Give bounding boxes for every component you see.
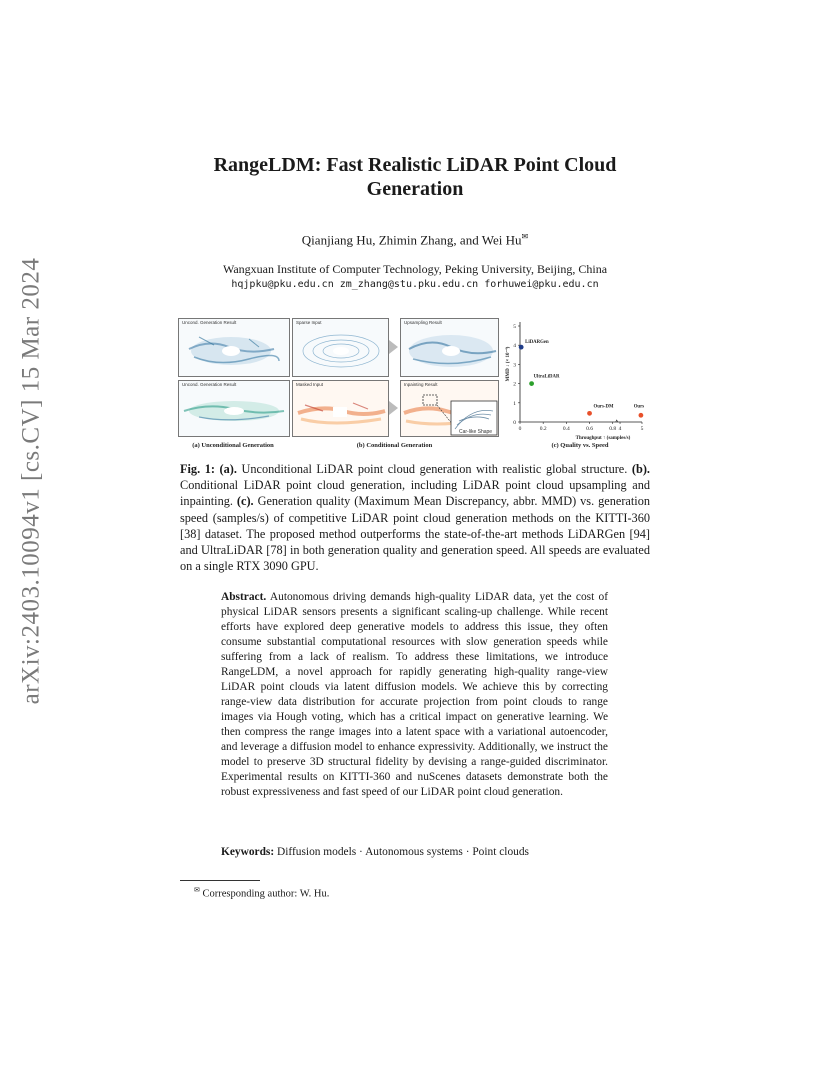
caption-c-text: Generation quality (Maximum Mean Discrepancy, abbr. MMD) vs. generation speed (samples/s) of competitive LiDAR point cloud generation methods on the KITTI-360 [38] dataset. The proposed method outperforms the state-of-the-art methods LiDARGen [94] and UltraLiDAR [78] in both generation quality and generation speed. All speeds are evaluated on a single RTX 3090 GPU. xyxy=(180,494,650,574)
affiliation-block xyxy=(150,262,680,292)
x-tick-label: 5 xyxy=(640,426,644,432)
arxiv-identifier-text: arXiv:2403.10094v1 [cs.CV] 15 Mar 2024 xyxy=(17,257,45,705)
x-tick-label: 0.6 xyxy=(586,426,593,432)
data-label-ours-dm: Ours-DM xyxy=(593,404,614,410)
caption-a-tag: (a). xyxy=(219,462,237,476)
title-line-2: Generation xyxy=(366,178,464,200)
data-label-ultralidar: UltraLiDAR xyxy=(533,374,560,380)
x-tick-label: 0.4 xyxy=(562,426,570,432)
footnote-text: Corresponding author: W. Hu. xyxy=(199,888,330,900)
data-label-lidargen: LiDARGen xyxy=(525,340,549,346)
x-tick-label: 0.8 xyxy=(609,426,617,432)
subcaption-c: (c) Quality vs. Speed xyxy=(551,442,609,449)
paper-title xyxy=(150,153,680,201)
x-tick-label: 0.2 xyxy=(539,426,547,432)
figure-1 xyxy=(178,318,652,456)
y-tick-label: 5 xyxy=(513,324,516,330)
title-line-1: RangeLDM: Fast Realistic LiDAR Point Cloud xyxy=(213,154,617,176)
upsampling-result-image xyxy=(401,319,498,376)
affiliation: Wangxuan Institute of Computer Technology, Peking University, Beijing, China xyxy=(222,262,608,276)
arxiv-identifier xyxy=(14,257,48,705)
x-tick-label: 4 xyxy=(618,426,622,432)
panel-b-inpainting xyxy=(400,380,499,437)
arrow-inpainting xyxy=(389,401,398,415)
sparse-input-image xyxy=(293,319,388,376)
y-tick-label: 4 xyxy=(513,343,516,350)
figure-caption xyxy=(180,461,650,574)
panel-a-top-label: Uncond. Generation Result xyxy=(182,320,237,325)
car-like-shape-label: Car-like Shape xyxy=(459,429,493,435)
data-point-lidargen xyxy=(519,345,524,350)
inpainting-result-image xyxy=(401,381,498,436)
abstract xyxy=(221,590,608,800)
masked-input-image xyxy=(293,381,388,436)
arrow-upsampling xyxy=(389,340,398,354)
subcaption-b: (b) Conditional Generation xyxy=(356,442,433,449)
author-list xyxy=(150,232,680,248)
panel-a-bottom xyxy=(178,380,290,437)
uncond-point-cloud-image-2 xyxy=(179,381,289,436)
author-names: Qianjiang Hu, Zhimin Zhang, and Wei Hu xyxy=(301,232,522,248)
caption-b-tag: (b). xyxy=(631,462,651,476)
footnote xyxy=(194,886,329,900)
panel-b-sparse xyxy=(292,318,389,377)
panel-b-upsampling xyxy=(400,318,499,377)
y-tick-label: 2 xyxy=(513,381,516,388)
panel-b-masked xyxy=(292,380,389,437)
keywords xyxy=(221,846,621,858)
caption-b-text: Conditional LiDAR point cloud generation, including LiDAR point cloud upsampling and inpainting. xyxy=(180,478,650,509)
y-axis-label: MMD ↓ (× 10⁻⁴) xyxy=(506,346,511,382)
caption-a-text: Unconditional LiDAR point cloud generation with realistic global structure. xyxy=(236,462,632,476)
x-axis-label: Throughput ↑ (samples/s) xyxy=(575,436,631,441)
panel-a-top xyxy=(178,318,290,377)
abstract-text: Autonomous driving demands high-quality LiDAR data, yet the cost of physical LiDAR sensors presents a significant scaling-up challenge. While recent efforts have explored deep generative models to address this issue, they often consume substantial computational resources with slow generation speeds while suffering from a lack of realism. To address these limitations, we introduce RangeLDM, a novel approach for rapidly generating high-quality range-view LiDAR point clouds via latent diffusion models. We achieve this by correcting range-view data distribution for accurate projection from point clouds to range images via Hough voting, which has a critical impact on generative learning. We then compress the range images into a latent space with a variational autoencoder, and leverage a diffusion model to enhance expressivity. Additionally, we instruct the model to preserve 3D structural fidelity by devising a range-guided discriminator. Experimental results on KITTI-360 and nuScenes datasets demonstrate both the robust expressiveness and fast speed of our LiDAR point cloud generation. xyxy=(221,591,608,798)
uncond-point-cloud-image xyxy=(179,319,289,376)
panel-b-inpainting-label: Inpainting Result xyxy=(404,382,438,387)
y-tick-label: 3 xyxy=(513,362,516,369)
data-point-ultralidar xyxy=(529,381,534,386)
panel-b-masked-label: Masked Input xyxy=(296,382,324,387)
footnote-mark: ✉ xyxy=(194,886,200,894)
panel-a-bottom-label: Uncond. Generation Result xyxy=(182,382,237,387)
abstract-heading: Abstract. xyxy=(221,591,267,603)
y-tick-label: 1 xyxy=(513,400,516,407)
keywords-heading: Keywords: xyxy=(221,846,275,858)
caption-c-tag: (c). xyxy=(236,494,254,509)
author-emails: hqjpku@pku.edu.cn zm_zhang@stu.pku.edu.cn forhuwei@pku.edu.cn xyxy=(231,279,599,290)
subcaption-a: (a) Unconditional Generation xyxy=(192,442,274,449)
data-point-ours-dm xyxy=(587,411,592,416)
y-tick-label: 0 xyxy=(513,420,516,426)
corresponding-mark: ✉ xyxy=(521,232,529,241)
data-label-ours: Ours xyxy=(633,404,645,410)
panel-b-sparse-label: Sparse Input xyxy=(296,320,322,325)
x-tick-label: 0 xyxy=(518,426,522,432)
quality-speed-chart xyxy=(500,312,652,444)
panel-b-upsampling-label: Upsampling Result xyxy=(404,320,442,325)
keywords-text: Diffusion models · Autonomous systems · Point clouds xyxy=(274,846,529,858)
data-point-ours xyxy=(639,413,644,418)
caption-fig-label: Fig. 1: xyxy=(180,462,215,476)
footnote-rule xyxy=(180,880,260,881)
